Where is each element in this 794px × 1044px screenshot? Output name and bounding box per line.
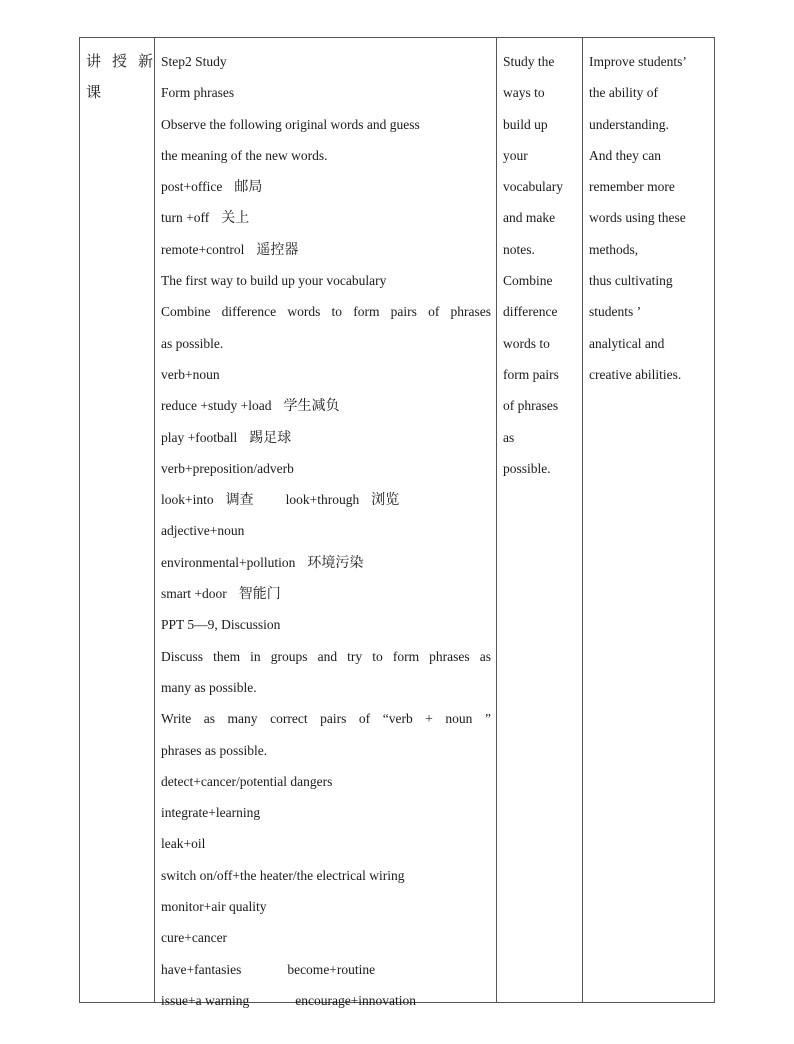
content-line bbox=[161, 202, 491, 233]
method-line: form pairs bbox=[503, 366, 559, 382]
content-line bbox=[161, 515, 491, 546]
phrase-text: issue+a warning bbox=[161, 992, 250, 1008]
chinese-gloss: 邮局 bbox=[234, 179, 263, 196]
section-label-line: 课 bbox=[86, 83, 103, 102]
method-line: possible. bbox=[503, 460, 551, 476]
content-line bbox=[161, 234, 491, 265]
phrase-text: monitor+air quality bbox=[161, 899, 267, 915]
purpose-line: students ’ bbox=[589, 304, 642, 320]
phrase-text: many as possible. bbox=[161, 679, 257, 695]
purpose-line: the ability of bbox=[589, 85, 658, 101]
purpose-line: understanding. bbox=[589, 116, 669, 132]
column-divider bbox=[154, 38, 155, 1002]
section-label-line: 讲 授 新 bbox=[86, 52, 154, 70]
content-line bbox=[161, 891, 491, 922]
chinese-gloss: 调查 bbox=[225, 492, 254, 509]
section-label-column bbox=[86, 46, 154, 109]
purpose-line: And they can bbox=[589, 147, 661, 163]
chinese-gloss: 遥控器 bbox=[256, 241, 299, 258]
method-column bbox=[503, 46, 575, 484]
method-line: and make bbox=[503, 210, 556, 226]
method-line: ways to bbox=[503, 85, 545, 101]
content-line bbox=[161, 422, 491, 453]
content-line bbox=[161, 797, 491, 828]
chinese-gloss: 学生减负 bbox=[283, 398, 340, 415]
content-line bbox=[161, 641, 491, 672]
phrase-text: look+through bbox=[285, 492, 360, 508]
lesson-plan-table bbox=[79, 37, 715, 1008]
phrase-text: switch on/off+the heater/the electrical wiring bbox=[161, 867, 405, 883]
phrase-text: reduce +study +load bbox=[161, 398, 272, 414]
content-line bbox=[161, 985, 491, 1016]
phrase-text: remote+control bbox=[161, 241, 245, 257]
method-line: your bbox=[503, 147, 528, 163]
chinese-gloss: 踢足球 bbox=[249, 429, 292, 446]
content-column bbox=[161, 46, 491, 1016]
phrase-text: verb+noun bbox=[161, 366, 220, 382]
content-line bbox=[161, 672, 491, 703]
phrase-text: post+office bbox=[161, 179, 223, 195]
content-line bbox=[161, 484, 491, 515]
phrase-text: Discuss them in groups and try to form phrases as bbox=[161, 648, 491, 664]
purpose-line: analytical and bbox=[589, 335, 665, 351]
phrase-text: phrases as possible. bbox=[161, 742, 268, 758]
purpose-line: methods, bbox=[589, 241, 639, 257]
content-line bbox=[161, 735, 491, 766]
phrase-text: The first way to build up your vocabulary bbox=[161, 273, 387, 289]
column-divider bbox=[582, 38, 583, 1002]
phrase-text: Form phrases bbox=[161, 85, 235, 101]
content-line bbox=[161, 547, 491, 578]
phrase-text: integrate+learning bbox=[161, 805, 261, 821]
content-line bbox=[161, 390, 491, 421]
content-line bbox=[161, 140, 491, 171]
content-line bbox=[161, 328, 491, 359]
phrase-text: detect+cancer/potential dangers bbox=[161, 773, 333, 789]
phrase-text: the meaning of the new words. bbox=[161, 147, 328, 163]
phrase-text: Observe the following original words and guess bbox=[161, 116, 420, 132]
phrase-text: become+routine bbox=[287, 961, 376, 977]
content-line bbox=[161, 766, 491, 797]
content-line bbox=[161, 453, 491, 484]
purpose-line: remember more bbox=[589, 179, 675, 195]
phrase-text: Step2 Study bbox=[161, 54, 227, 69]
phrase-text: look+into bbox=[161, 492, 214, 508]
chinese-gloss: 智能门 bbox=[238, 586, 281, 603]
phrase-text: verb+preposition/adverb bbox=[161, 460, 294, 476]
purpose-line: words using these bbox=[589, 210, 686, 226]
purpose-line: thus cultivating bbox=[589, 273, 673, 289]
purpose-column bbox=[589, 46, 707, 390]
chinese-gloss: 关上 bbox=[221, 210, 250, 227]
content-line bbox=[161, 77, 491, 108]
content-line bbox=[161, 703, 491, 734]
method-line: notes. bbox=[503, 241, 535, 257]
phrase-text: turn +off bbox=[161, 210, 210, 226]
method-line: build up bbox=[503, 116, 548, 132]
method-line: Study the bbox=[503, 54, 555, 69]
purpose-line: creative abilities. bbox=[589, 366, 682, 382]
method-line: as bbox=[503, 429, 515, 445]
phrase-text: Write as many correct pairs of “verb + noun ” bbox=[161, 711, 491, 727]
content-line bbox=[161, 922, 491, 953]
content-line bbox=[161, 954, 491, 985]
phrase-text: environmental+pollution bbox=[161, 554, 296, 570]
phrase-text: play +football bbox=[161, 429, 238, 445]
method-line: difference bbox=[503, 304, 558, 320]
phrase-text: as possible. bbox=[161, 335, 224, 351]
content-line bbox=[161, 860, 491, 891]
content-line bbox=[161, 828, 491, 859]
phrase-text: have+fantasies bbox=[161, 961, 242, 977]
phrase-text: PPT 5—9, Discussion bbox=[161, 617, 281, 633]
method-line: words to bbox=[503, 335, 550, 351]
content-line bbox=[161, 296, 491, 327]
method-line: vocabulary bbox=[503, 179, 563, 195]
method-line: Combine bbox=[503, 273, 553, 289]
phrase-text: adjective+noun bbox=[161, 523, 245, 539]
content-line bbox=[161, 265, 491, 296]
column-divider bbox=[496, 38, 497, 1002]
content-line bbox=[161, 578, 491, 609]
phrase-text: smart +door bbox=[161, 586, 227, 602]
purpose-line: Improve students’ bbox=[589, 54, 687, 69]
phrase-text: Combine difference words to form pairs of phrases bbox=[161, 304, 491, 320]
chinese-gloss: 浏览 bbox=[371, 492, 400, 509]
phrase-text: cure+cancer bbox=[161, 930, 228, 946]
phrase-text: encourage+innovation bbox=[295, 992, 417, 1008]
phrase-text: leak+oil bbox=[161, 836, 206, 852]
content-line bbox=[161, 359, 491, 390]
content-line bbox=[161, 46, 491, 77]
content-line bbox=[161, 609, 491, 640]
content-line bbox=[161, 171, 491, 202]
method-line: of phrases bbox=[503, 398, 559, 414]
content-line bbox=[161, 109, 491, 140]
chinese-gloss: 环境污染 bbox=[307, 554, 364, 571]
